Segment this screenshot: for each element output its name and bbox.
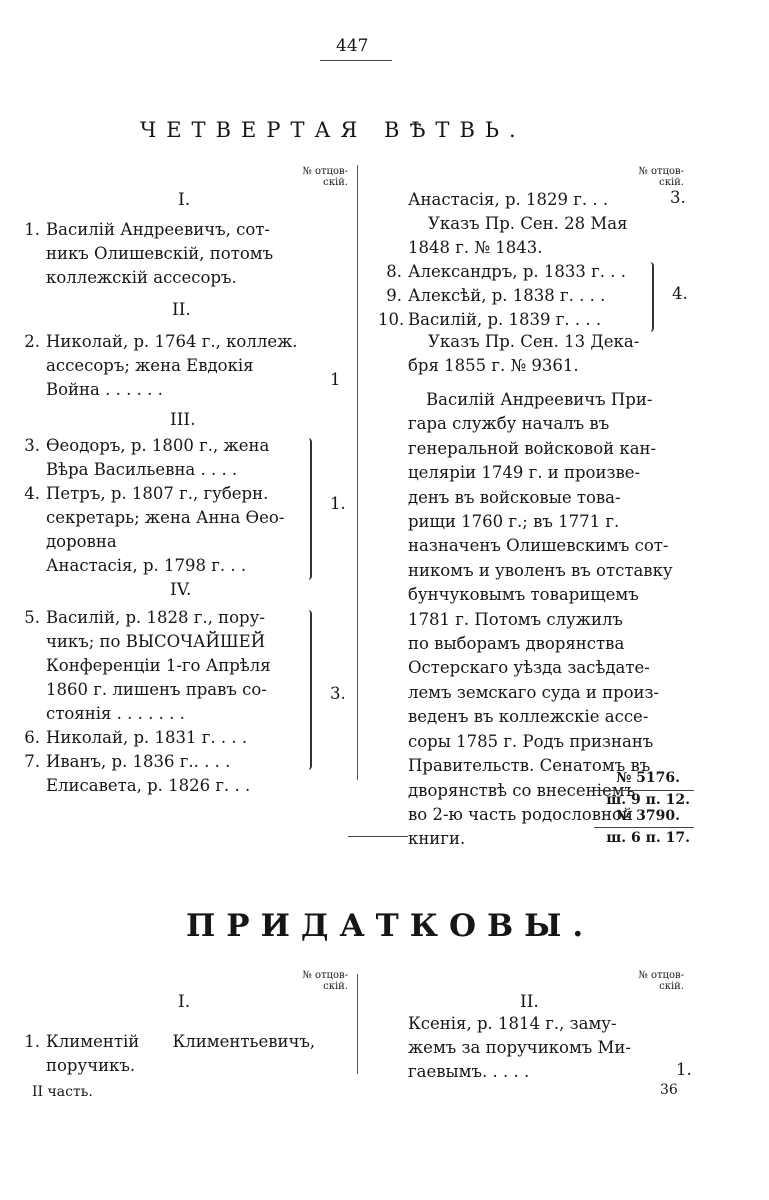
ref-rule-2 (594, 827, 694, 828)
page-number: 447 (336, 36, 369, 56)
pridatkovy-left-entries: 1. Климентій Климентьевичъ, поручикъ. (24, 1032, 316, 1075)
footer-volume: II часть. (32, 1084, 93, 1100)
father-ref-gen3: 1. (330, 494, 346, 513)
roman-i-2: I. (178, 992, 191, 1012)
header-rule (320, 60, 392, 61)
archive-ref-2: ш. 9 п. 12. (606, 792, 690, 808)
gen1-entries: 1. Василій Андреевичъ, сот- никъ Олишевскій, потомъ коллежскій ассесоръ. (24, 220, 274, 287)
father-ref-gen4: 3. (330, 684, 346, 703)
gen3-entries: 3. Ѳеодоръ, р. 1800 г., жена Вѣра Васильевна . . . . 4. Петръ, р. 1807 г., губерн. секретарь; жена Анна Ѳео- доровна Анастасія, р. 1798 г. . . (24, 436, 285, 575)
column-divider (357, 165, 358, 780)
col-header-right: № отцов- скій. (638, 166, 684, 188)
father-ref-gen2: 1 (330, 370, 341, 389)
section-rule (348, 836, 408, 837)
col-header-left-2: № отцов- скій. (302, 970, 348, 992)
right-group-entries: 8. Александръ, р. 1833 г. . . 9. Алексѣй, р. 1838 г. . . . 10. Василій, р. 1839 г. . . . (378, 262, 626, 329)
roman-ii: II. (172, 300, 191, 320)
col-header-left: № отцов- скій. (302, 166, 348, 188)
pridatkovy-right-entries: Ксенія, р. 1814 г., заму- жемъ за поручикомъ Ми- гаевымъ. . . . . (408, 1014, 631, 1081)
decree1-line1: Указъ Пр. Сен. 28 Мая (428, 214, 628, 233)
roman-iii: III. (170, 410, 196, 430)
ref-rule-1 (594, 790, 694, 791)
roman-i: I. (178, 190, 191, 210)
brace-gen4 (304, 610, 312, 770)
footer-signature-mark: 36 (660, 1082, 678, 1098)
right-entry-anastasia: Анастасія, р. 1829 г. . . (408, 190, 609, 209)
col-header-right-2: № отцов- скій. (638, 970, 684, 992)
brace-gen3 (304, 438, 312, 580)
father-ref-anastasia: 3. (670, 188, 686, 207)
archive-ref-4: ш. 6 п. 17. (606, 830, 690, 846)
decree2-line2: бря 1855 г. № 9361. (408, 356, 579, 375)
section-title-pridatkovy: ПРИДАТКОВЫ. (186, 908, 595, 944)
gen2-entries: 2. Николай, р. 1764 г., коллеж. ассесоръ; жена Евдокія Война . . . . . . (24, 332, 298, 399)
archive-ref-3: № 3790. (616, 808, 680, 824)
section-title-branch: ЧЕТВЕРТАЯ ВѢТВЬ. (140, 118, 526, 142)
roman-ii-2: II. (520, 992, 539, 1012)
gen4-entries: 5. Василій, р. 1828 г., пору- чикъ; по ВЫСОЧАЙШЕЙ Конференціи 1-го Апрѣля 1860 г. лишенъ правъ со- стоянія . . . . . . . 6. Николай, р. 1831 г. . . . 7. Иванъ, р. 1836 г.. . . . Елисавета, р. 1826 г. . . (24, 608, 271, 795)
biography-paragraph: Василій Андреевичъ При- гара службу началъ въ генеральной войсковой кан- целяріи 1749 г. и произве- денъ въ войсковые това- рищи 1760 г.; въ 1771 г. назначенъ Олишевскимъ сот- никомъ и уволенъ въ отставку бунчуковымъ товарищемъ 1781 г. Потомъ служилъ по выборамъ дворянства Остерскаго уѣзда засѣдате- лемъ земскаго суда и произ- веденъ въ коллежскіе ассе- соры 1785 г. Родъ признанъ Правительств. Сенатомъ въ дворянствѣ со внесеніемъ во 2-ю часть родословной книги. (408, 390, 673, 849)
decree2-line1: Указъ Пр. Сен. 13 Дека- (428, 332, 640, 351)
decree1-line2: 1848 г. № 1843. (408, 238, 543, 257)
column-divider-2 (357, 974, 358, 1074)
father-ref-right-group: 4. (672, 284, 688, 303)
roman-iv: IV. (170, 580, 192, 600)
archive-ref-1: № 5176. (616, 770, 680, 786)
father-ref-kseniya: 1. (676, 1060, 692, 1079)
brace-right-group (646, 262, 654, 332)
